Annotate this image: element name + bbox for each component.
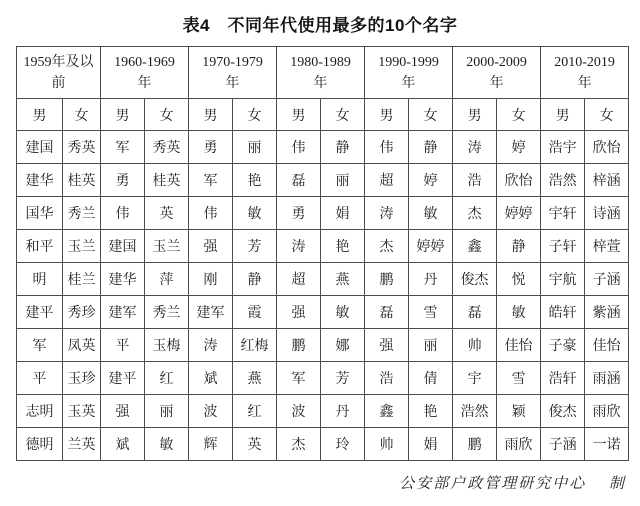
name-cell: 丽 xyxy=(409,329,453,362)
decade-label-line2: 前 xyxy=(51,75,66,91)
decade-label-line1: 1990-1999 xyxy=(378,54,439,70)
decade-label-line2: 年 xyxy=(401,75,416,91)
name-cell: 欣怡 xyxy=(585,131,629,164)
gender-header-row xyxy=(17,99,629,131)
name-cell: 磊 xyxy=(453,296,497,329)
table-row xyxy=(17,362,629,395)
name-cell: 刚 xyxy=(189,263,233,296)
name-cell: 军 xyxy=(101,131,145,164)
name-cell: 静 xyxy=(233,263,277,296)
table-row xyxy=(17,329,629,362)
name-cell: 涛 xyxy=(189,329,233,362)
name-cell: 艳 xyxy=(321,230,365,263)
name-cell: 梓涵 xyxy=(585,164,629,197)
name-cell: 欣怡 xyxy=(497,164,541,197)
name-cell: 鑫 xyxy=(453,230,497,263)
name-cell: 静 xyxy=(321,131,365,164)
name-cell: 燕 xyxy=(321,263,365,296)
name-cell: 超 xyxy=(277,263,321,296)
decade-label-line1: 2010-2019 xyxy=(554,54,615,70)
name-cell: 子豪 xyxy=(541,329,585,362)
names-table-body xyxy=(17,131,629,461)
name-cell: 敏 xyxy=(321,296,365,329)
name-cell: 敏 xyxy=(497,296,541,329)
name-cell: 皓轩 xyxy=(541,296,585,329)
gender-header-female: 女 xyxy=(321,99,365,131)
name-cell: 强 xyxy=(365,329,409,362)
table-row xyxy=(17,296,629,329)
name-cell: 平 xyxy=(101,329,145,362)
name-cell: 丹 xyxy=(321,395,365,428)
name-cell: 颖 xyxy=(497,395,541,428)
name-cell: 紫涵 xyxy=(585,296,629,329)
name-cell: 帅 xyxy=(365,428,409,461)
name-cell: 凤英 xyxy=(63,329,101,362)
name-cell: 勇 xyxy=(277,197,321,230)
name-cell: 建华 xyxy=(17,164,63,197)
gender-header-male: 男 xyxy=(541,99,585,131)
table-row xyxy=(17,395,629,428)
name-cell: 丽 xyxy=(233,131,277,164)
name-cell: 婷婷 xyxy=(497,197,541,230)
table-row xyxy=(17,230,629,263)
name-cell: 玲 xyxy=(321,428,365,461)
name-cell: 鑫 xyxy=(365,395,409,428)
name-cell: 萍 xyxy=(145,263,189,296)
name-cell: 建平 xyxy=(17,296,63,329)
name-cell: 建军 xyxy=(101,296,145,329)
name-cell: 玉梅 xyxy=(145,329,189,362)
name-cell: 国华 xyxy=(17,197,63,230)
name-cell: 平 xyxy=(17,362,63,395)
name-cell: 子涵 xyxy=(541,428,585,461)
name-cell: 斌 xyxy=(189,362,233,395)
name-cell: 娜 xyxy=(321,329,365,362)
name-cell: 佳怡 xyxy=(585,329,629,362)
name-cell: 霞 xyxy=(233,296,277,329)
name-cell: 宇航 xyxy=(541,263,585,296)
name-cell: 娟 xyxy=(321,197,365,230)
decade-label-line2: 年 xyxy=(489,75,504,91)
name-cell: 诗涵 xyxy=(585,197,629,230)
name-cell: 倩 xyxy=(409,362,453,395)
decade-label-line1: 1970-1979 xyxy=(202,54,263,70)
name-cell: 浩宇 xyxy=(541,131,585,164)
name-cell: 杰 xyxy=(453,197,497,230)
name-cell: 丽 xyxy=(145,395,189,428)
name-cell: 敏 xyxy=(233,197,277,230)
table-row xyxy=(17,428,629,461)
name-cell: 雨欣 xyxy=(585,395,629,428)
table-row xyxy=(17,131,629,164)
name-cell: 磊 xyxy=(277,164,321,197)
name-cell: 艳 xyxy=(233,164,277,197)
name-cell: 浩轩 xyxy=(541,362,585,395)
decade-header-2010s xyxy=(541,47,629,99)
name-cell: 丹 xyxy=(409,263,453,296)
name-cell: 子涵 xyxy=(585,263,629,296)
name-cell: 伟 xyxy=(277,131,321,164)
name-cell: 佳怡 xyxy=(497,329,541,362)
name-cell: 建军 xyxy=(189,296,233,329)
name-cell: 建平 xyxy=(101,362,145,395)
name-cell: 红 xyxy=(233,395,277,428)
name-cell: 玉珍 xyxy=(63,362,101,395)
decade-label-line1: 1960-1969 xyxy=(114,54,175,70)
name-cell: 军 xyxy=(189,164,233,197)
name-cell: 志明 xyxy=(17,395,63,428)
name-cell: 桂英 xyxy=(63,164,101,197)
decade-label-line2: 年 xyxy=(313,75,328,91)
name-cell: 桂英 xyxy=(145,164,189,197)
name-cell: 雨涵 xyxy=(585,362,629,395)
name-cell: 桂兰 xyxy=(63,263,101,296)
name-cell: 婷 xyxy=(409,164,453,197)
name-cell: 杰 xyxy=(365,230,409,263)
name-cell: 英 xyxy=(145,197,189,230)
gender-header-female: 女 xyxy=(233,99,277,131)
name-cell: 涛 xyxy=(277,230,321,263)
decade-header-1980s xyxy=(277,47,365,99)
name-cell: 敏 xyxy=(145,428,189,461)
name-cell: 伟 xyxy=(189,197,233,230)
name-cell: 宇 xyxy=(453,362,497,395)
decade-label-line2: 年 xyxy=(225,75,240,91)
name-cell: 明 xyxy=(17,263,63,296)
name-cell: 芳 xyxy=(321,362,365,395)
name-cell: 军 xyxy=(277,362,321,395)
names-table xyxy=(16,46,629,461)
decade-header-1970s xyxy=(189,47,277,99)
gender-header-male: 男 xyxy=(17,99,63,131)
gender-header-male: 男 xyxy=(189,99,233,131)
name-cell: 秀英 xyxy=(63,131,101,164)
table-row xyxy=(17,164,629,197)
name-cell: 辉 xyxy=(189,428,233,461)
gender-header-female: 女 xyxy=(409,99,453,131)
name-cell: 玉兰 xyxy=(63,230,101,263)
table-title: 表4 不同年代使用最多的10个名字 xyxy=(182,16,458,35)
name-cell: 伟 xyxy=(101,197,145,230)
gender-header-male: 男 xyxy=(101,99,145,131)
name-cell: 丽 xyxy=(321,164,365,197)
source-credit: 公安部户政管理研究中心 制 xyxy=(399,476,626,492)
name-cell: 英 xyxy=(233,428,277,461)
name-cell: 静 xyxy=(497,230,541,263)
name-cell: 悦 xyxy=(497,263,541,296)
name-cell: 燕 xyxy=(233,362,277,395)
name-cell: 波 xyxy=(189,395,233,428)
decade-header-1960s xyxy=(101,47,189,99)
name-cell: 鹏 xyxy=(277,329,321,362)
decade-label-line2: 年 xyxy=(137,75,152,91)
name-cell: 兰英 xyxy=(63,428,101,461)
name-cell: 建华 xyxy=(101,263,145,296)
name-cell: 涛 xyxy=(453,131,497,164)
name-cell: 婷婷 xyxy=(409,230,453,263)
name-cell: 玉英 xyxy=(63,395,101,428)
name-cell: 雪 xyxy=(497,362,541,395)
decade-label-line1: 1959年及以 xyxy=(23,54,94,70)
name-cell: 静 xyxy=(409,131,453,164)
gender-header-female: 女 xyxy=(145,99,189,131)
name-cell: 斌 xyxy=(101,428,145,461)
name-cell: 梓萱 xyxy=(585,230,629,263)
name-cell: 帅 xyxy=(453,329,497,362)
name-cell: 勇 xyxy=(101,164,145,197)
gender-header-male: 男 xyxy=(453,99,497,131)
name-cell: 涛 xyxy=(365,197,409,230)
gender-header-female: 女 xyxy=(63,99,101,131)
gender-header-female: 女 xyxy=(497,99,541,131)
name-cell: 艳 xyxy=(409,395,453,428)
name-cell: 秀兰 xyxy=(63,197,101,230)
name-cell: 红 xyxy=(145,362,189,395)
name-cell: 建国 xyxy=(17,131,63,164)
name-cell: 芳 xyxy=(233,230,277,263)
name-cell: 敏 xyxy=(409,197,453,230)
name-cell: 伟 xyxy=(365,131,409,164)
name-cell: 浩然 xyxy=(453,395,497,428)
decade-label-line2: 年 xyxy=(577,75,592,91)
name-cell: 鹏 xyxy=(453,428,497,461)
name-cell: 强 xyxy=(189,230,233,263)
name-cell: 宇轩 xyxy=(541,197,585,230)
name-cell: 鹏 xyxy=(365,263,409,296)
name-cell: 强 xyxy=(277,296,321,329)
decade-label-line1: 1980-1989 xyxy=(290,54,351,70)
name-cell: 浩 xyxy=(365,362,409,395)
name-cell: 德明 xyxy=(17,428,63,461)
decade-header-row xyxy=(17,47,629,99)
decade-header-1959 xyxy=(17,47,101,99)
name-cell: 超 xyxy=(365,164,409,197)
name-cell: 玉兰 xyxy=(145,230,189,263)
name-cell: 一诺 xyxy=(585,428,629,461)
name-cell: 婷 xyxy=(497,131,541,164)
gender-header-female: 女 xyxy=(585,99,629,131)
name-cell: 勇 xyxy=(189,131,233,164)
name-cell: 秀兰 xyxy=(145,296,189,329)
name-cell: 浩 xyxy=(453,164,497,197)
name-cell: 杰 xyxy=(277,428,321,461)
name-cell: 俊杰 xyxy=(541,395,585,428)
name-cell: 俊杰 xyxy=(453,263,497,296)
table-row xyxy=(17,263,629,296)
gender-header-male: 男 xyxy=(277,99,321,131)
name-cell: 磊 xyxy=(365,296,409,329)
name-cell: 波 xyxy=(277,395,321,428)
name-cell: 和平 xyxy=(17,230,63,263)
name-cell: 红梅 xyxy=(233,329,277,362)
name-cell: 雪 xyxy=(409,296,453,329)
decade-header-2000s xyxy=(453,47,541,99)
name-cell: 娟 xyxy=(409,428,453,461)
decade-header-1990s xyxy=(365,47,453,99)
name-cell: 强 xyxy=(101,395,145,428)
name-cell: 雨欣 xyxy=(497,428,541,461)
name-cell: 建国 xyxy=(101,230,145,263)
name-cell: 军 xyxy=(17,329,63,362)
name-cell: 秀珍 xyxy=(63,296,101,329)
decade-label-line1: 2000-2009 xyxy=(466,54,527,70)
name-cell: 秀英 xyxy=(145,131,189,164)
name-cell: 子轩 xyxy=(541,230,585,263)
gender-header-male: 男 xyxy=(365,99,409,131)
name-cell: 浩然 xyxy=(541,164,585,197)
table-row xyxy=(17,197,629,230)
